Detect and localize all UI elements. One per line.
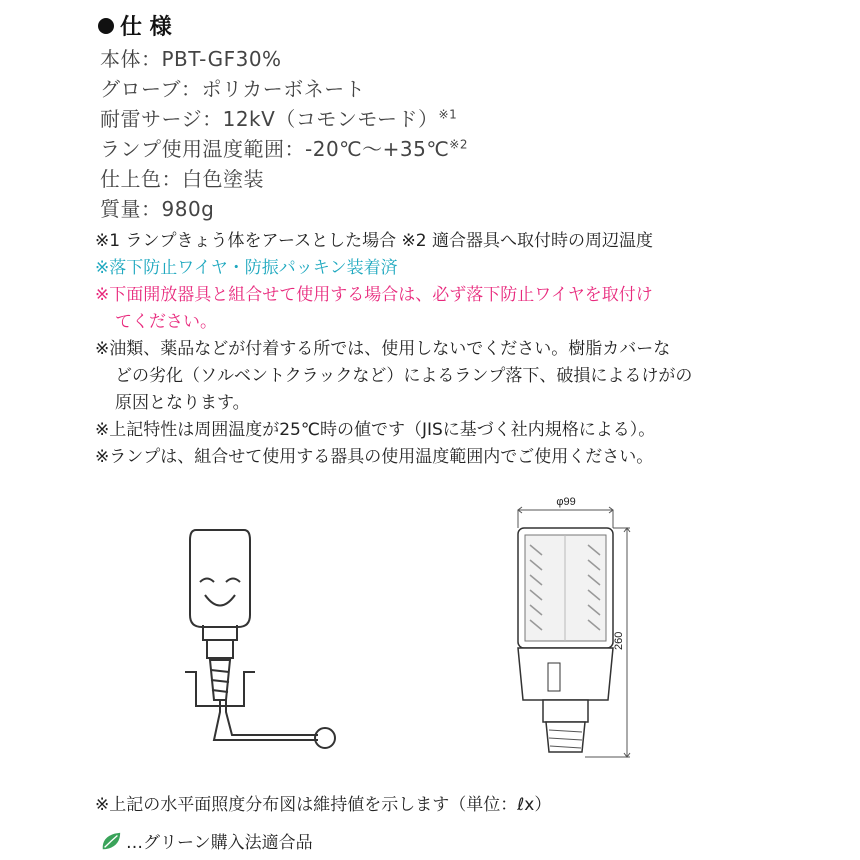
height-label: 260 xyxy=(613,631,625,650)
note-warning-line1: ※下面開放器具と組合せて使用する場合は、必ず落下防止ワイヤを取付け xyxy=(95,285,653,305)
leaf-icon xyxy=(100,830,122,852)
spec-mass: 質量：980g xyxy=(100,197,215,221)
note-usage-range: ※ランプは、組合せて使用する器具の使用温度範囲内でご使用ください。 xyxy=(95,447,654,467)
section-title xyxy=(98,10,172,41)
note-warning-line2: てください。 xyxy=(115,312,217,332)
spec-surge-mark: ※1 xyxy=(438,107,458,122)
note-oil-line3: 原因となります。 xyxy=(115,393,250,413)
section-title-text: 仕 様 xyxy=(120,15,172,40)
spec-list xyxy=(100,44,468,224)
note-oil-line1: ※油類、薬品などが付着する所では、使用しないでください。樹脂カバーな xyxy=(95,339,671,359)
note-oil-line2: どの劣化（ソルベントクラックなど）によるランプ落下、破損によるけがの xyxy=(115,366,693,386)
green-purchase-label: …グリーン購入法適合品 xyxy=(126,833,313,853)
bullet-icon xyxy=(98,18,114,34)
spec-color: 仕上色：白色塗装 xyxy=(100,167,264,191)
note-wire-included: ※落下防止ワイヤ・防振パッキン装着済 xyxy=(95,258,398,278)
spec-surge-text: 耐雷サージ：12kV（コモンモード） xyxy=(100,107,439,131)
note-characteristics: ※上記特性は周囲温度が25℃時の値です（JISに基づく社内規格による）。 xyxy=(95,420,656,440)
grounding-illustration xyxy=(185,530,335,748)
diameter-label: φ99 xyxy=(556,496,576,508)
footnote: ※上記の水平面照度分布図は維持値を示します（単位：ℓx） xyxy=(95,795,552,815)
spec-temp-mark: ※2 xyxy=(449,137,468,152)
spec-temp-text: ランプ使用温度範囲：-20℃～+35℃ xyxy=(100,137,450,161)
green-purchase-note xyxy=(100,828,313,853)
notes-list xyxy=(95,228,775,471)
spec-body: 本体：PBT-GF30% xyxy=(100,47,282,71)
spec-surge xyxy=(100,104,468,134)
diagrams xyxy=(0,490,860,780)
spec-temp xyxy=(100,134,468,164)
note-footnotes: ※1 ランプきょう体をアースとした場合 ※2 適合器具へ取付時の周辺温度 xyxy=(95,231,653,251)
spec-globe: グローブ：ポリカーボネート xyxy=(100,77,366,101)
lamp-dimension-drawing xyxy=(518,496,630,757)
